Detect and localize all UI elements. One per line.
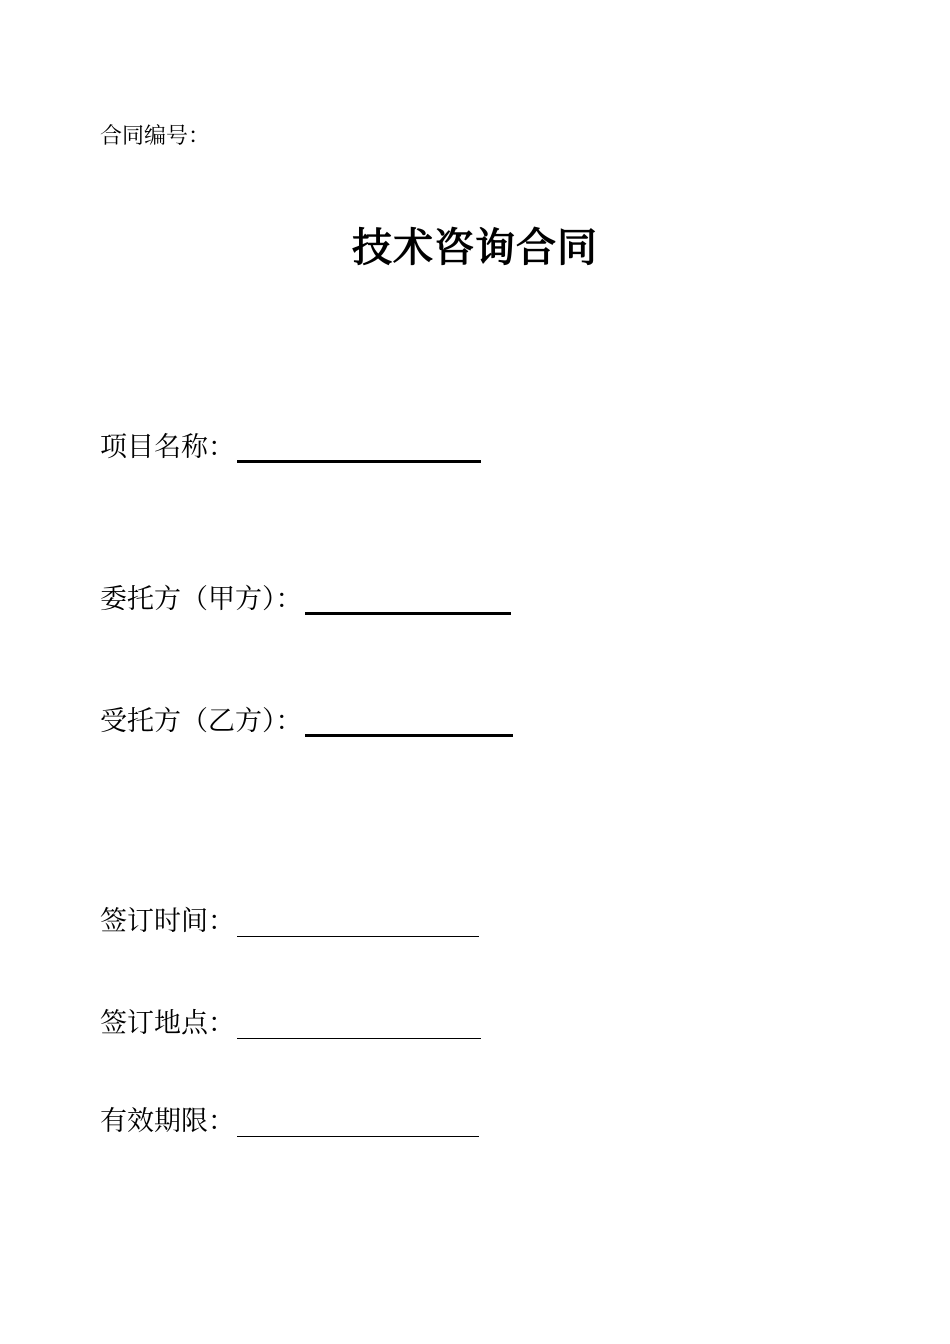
project-name-field xyxy=(100,430,481,466)
document-title: 技术咨询合同 xyxy=(352,224,598,271)
contractor-party-blank[interactable] xyxy=(305,706,513,737)
project-name-blank[interactable] xyxy=(237,432,481,463)
client-party-field xyxy=(100,582,511,618)
contract-number-label: 合同编号： xyxy=(100,124,211,149)
signing-date-blank[interactable] xyxy=(237,908,479,937)
client-party-blank[interactable] xyxy=(305,584,511,615)
signing-date-label: 签订时间： xyxy=(100,906,235,937)
project-name-label: 项目名称： xyxy=(100,432,235,463)
signing-place-blank[interactable] xyxy=(237,1010,481,1039)
contractor-party-field xyxy=(100,704,513,740)
client-party-label: 委托方（甲方）： xyxy=(100,584,303,615)
signing-place-field xyxy=(100,1006,481,1042)
contractor-party-label: 受托方（乙方）： xyxy=(100,706,303,737)
signing-date-field xyxy=(100,904,479,940)
valid-period-blank[interactable] xyxy=(237,1108,479,1137)
valid-period-field xyxy=(100,1104,479,1140)
signing-place-label: 签订地点： xyxy=(100,1008,235,1039)
valid-period-label: 有效期限： xyxy=(100,1106,235,1137)
